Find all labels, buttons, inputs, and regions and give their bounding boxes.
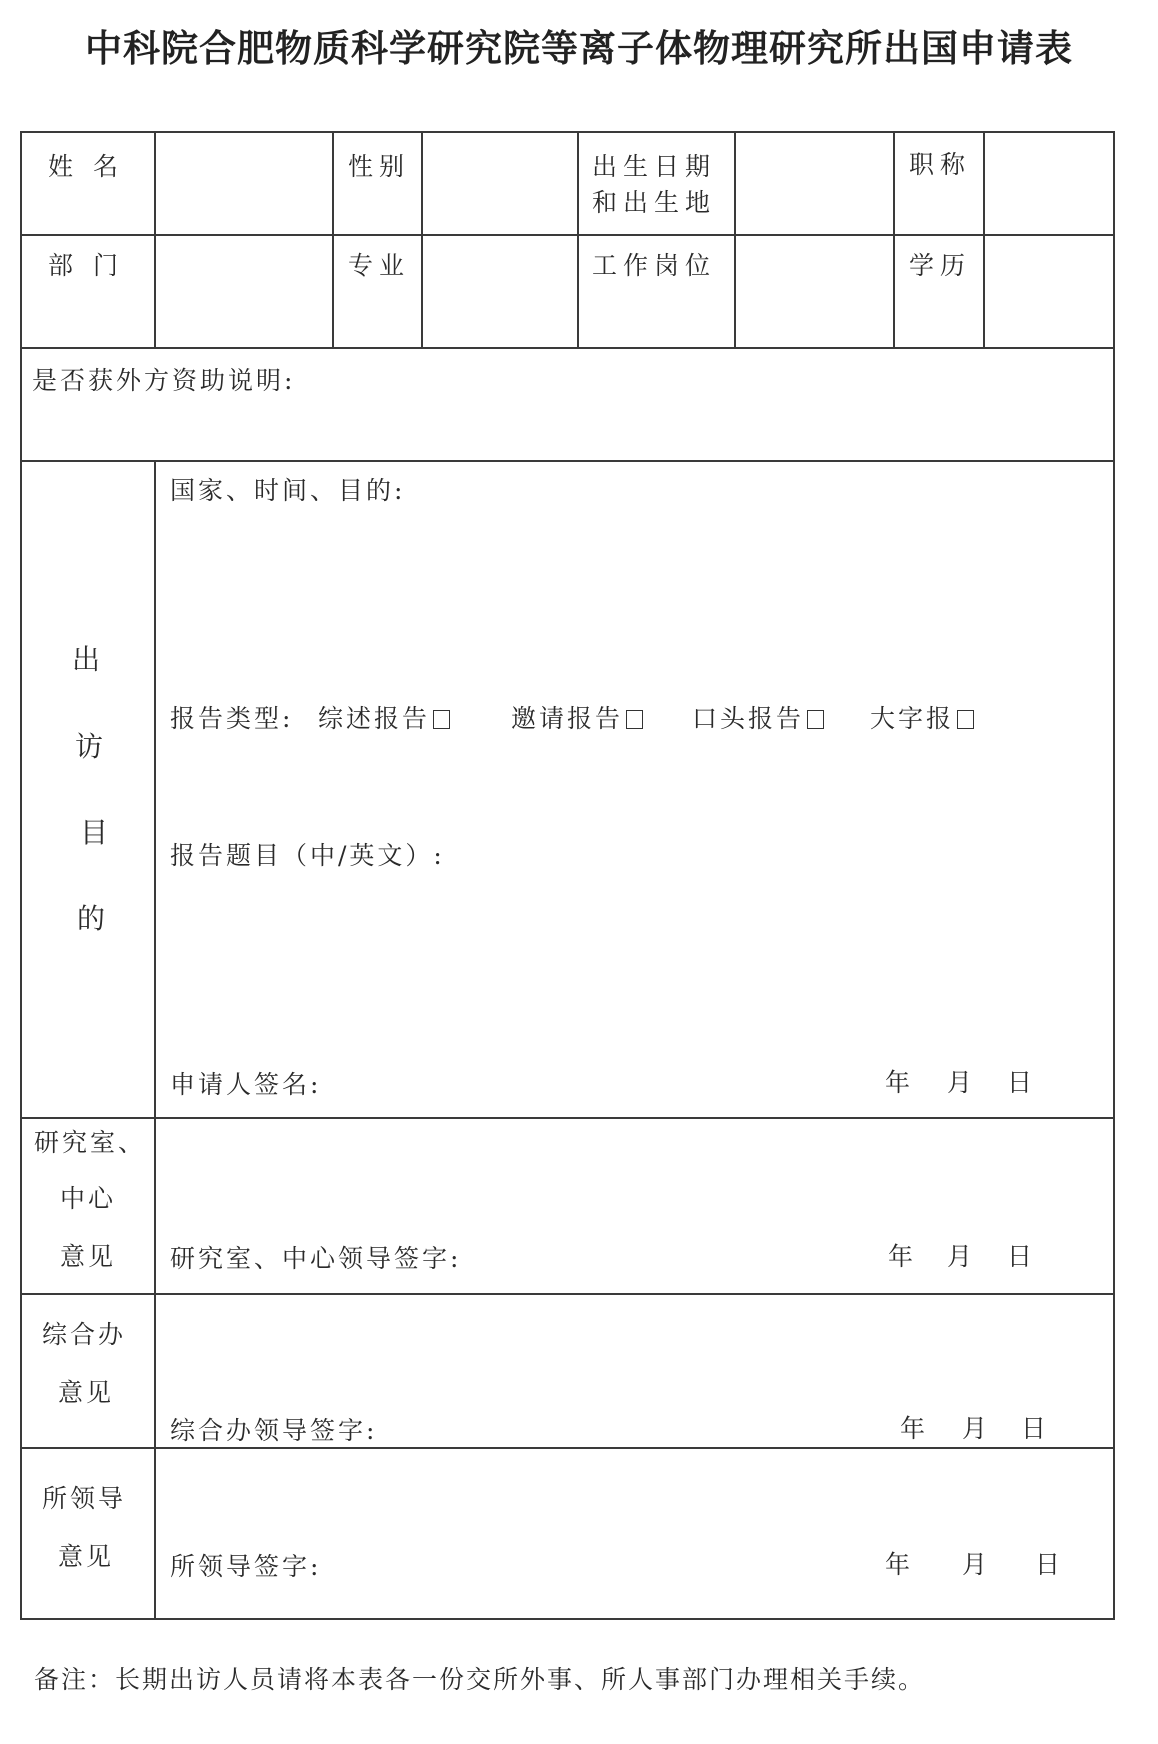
country-time-purpose-label: 国家、时间、目的:: [170, 476, 406, 505]
date-year: 年: [900, 1414, 929, 1443]
option-oral-report[interactable]: [692, 699, 824, 735]
visit-side-char: 目: [80, 816, 109, 849]
divider: [893, 133, 895, 347]
divider: [22, 1117, 1115, 1119]
option-invited-report[interactable]: [511, 699, 643, 735]
education-label: 学历: [909, 251, 972, 280]
divider: [421, 133, 423, 347]
footnote: 备注：长期出访人员请将本表各一份交所外事、所人事部门办理相关手续。: [34, 1665, 926, 1694]
funding-label: 是否获外方资助说明:: [32, 366, 296, 395]
lab-side-label: 意见: [60, 1242, 117, 1271]
divider: [154, 460, 156, 1620]
option-label: 邀请报告: [511, 704, 624, 733]
department-label: 部 门: [48, 251, 124, 280]
checkbox[interactable]: [957, 710, 974, 729]
date-month: 月: [962, 1414, 991, 1443]
lab-side-label: 研究室、: [34, 1128, 147, 1157]
divider: [22, 1293, 1115, 1295]
divider: [22, 1447, 1115, 1449]
report-type-label: 报告类型:: [170, 704, 294, 733]
birth-label-line2: 和出生地: [592, 188, 717, 217]
date-day: 日: [1035, 1550, 1064, 1579]
lab-signature-label: 研究室、中心领导签字:: [170, 1244, 462, 1273]
position-label: 工作岗位: [592, 251, 717, 280]
divider: [983, 133, 985, 347]
date-day: 日: [1007, 1242, 1036, 1271]
lab-side-label: 中心: [60, 1184, 117, 1213]
applicant-signature-label: 申请人签名:: [170, 1070, 322, 1099]
birth-label-line1: 出生日期: [592, 152, 717, 181]
date-day: 日: [1021, 1414, 1050, 1443]
leader-side-label: 意见: [58, 1542, 115, 1571]
application-form: [20, 131, 1115, 1620]
office-side-label: 意见: [58, 1378, 115, 1407]
divider: [332, 133, 334, 347]
title-rank-label: 职称: [909, 150, 972, 179]
major-label: 专业: [348, 251, 411, 280]
visit-side-char: 的: [77, 902, 106, 935]
option-review-report[interactable]: [318, 699, 450, 735]
date-month: 月: [947, 1068, 976, 1097]
option-label: 口头报告: [692, 704, 805, 733]
date-year: 年: [885, 1550, 914, 1579]
visit-side-char: 访: [75, 730, 104, 763]
divider: [577, 133, 579, 347]
divider: [154, 133, 156, 347]
checkbox[interactable]: [626, 710, 643, 729]
office-side-label: 综合办: [42, 1320, 127, 1349]
divider: [22, 234, 1115, 236]
gender-label: 性别: [348, 152, 411, 181]
office-signature-label: 综合办领导签字:: [170, 1416, 378, 1445]
date-year: 年: [885, 1068, 914, 1097]
date-month: 月: [947, 1242, 976, 1271]
leader-side-label: 所领导: [42, 1484, 127, 1513]
divider: [734, 133, 736, 347]
date-year: 年: [888, 1242, 917, 1271]
report-title-label: 报告题目（中/英文）:: [170, 841, 445, 870]
option-label: 大字报: [870, 704, 955, 733]
option-label: 综述报告: [318, 704, 431, 733]
divider: [22, 347, 1115, 349]
date-day: 日: [1007, 1068, 1036, 1097]
checkbox[interactable]: [433, 710, 450, 729]
name-label: 姓 名: [48, 152, 124, 181]
visit-side-char: 出: [72, 643, 101, 676]
divider: [22, 460, 1115, 462]
option-poster[interactable]: [870, 699, 974, 735]
checkbox[interactable]: [807, 710, 824, 729]
leader-signature-label: 所领导签字:: [170, 1552, 322, 1581]
form-title: 中科院合肥物质科学研究院等离子体物理研究所出国申请表: [85, 26, 1073, 70]
date-month: 月: [962, 1550, 991, 1579]
